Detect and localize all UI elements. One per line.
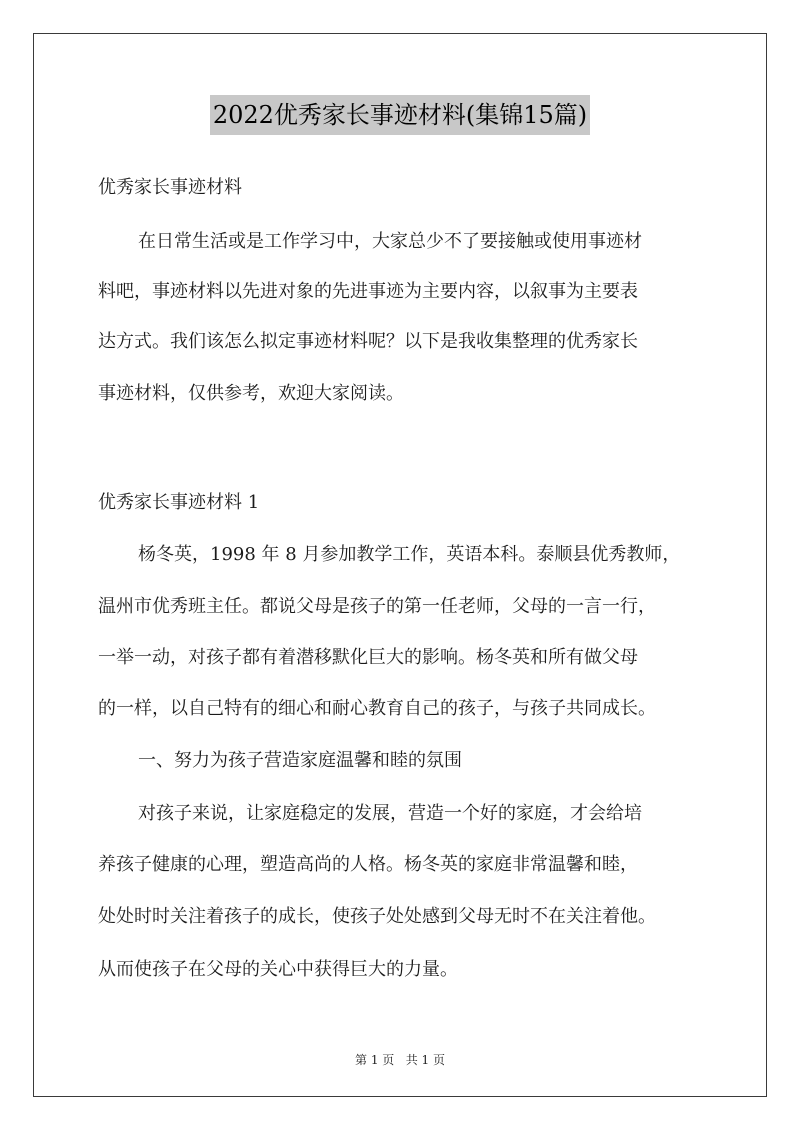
para2-line: 对孩子来说，让家庭稳定的发展，营造一个好的家庭，才会给培 (138, 803, 642, 824)
document-title: 2022优秀家长事迹材料(集锦15篇) (210, 95, 590, 135)
intro-line: 在日常生活或是工作学习中，大家总少不了要接触或使用事迹材 (138, 231, 642, 252)
para1-line: 的一样，以自己特有的细心和耐心教育自己的孩子，与孩子共同成长。 (98, 698, 656, 719)
page-footer: 第 1 页 共 1 页 (355, 1053, 445, 1067)
heading-intro: 优秀家长事迹材料 (98, 177, 242, 198)
intro-line: 达方式。我们该怎么拟定事迹材料呢？以下是我收集整理的优秀家长 (98, 331, 638, 352)
title-wrap (0, 95, 800, 135)
para2-line: 从而使孩子在父母的关心中获得巨大的力量。 (98, 959, 458, 980)
para1-line: 杨冬英，1998 年 8 月参加教学工作，英语本科。泰顺县优秀教师， (138, 544, 681, 565)
heading-section-1: 优秀家长事迹材料 1 (98, 492, 260, 513)
para2-line: 处处时时关注着孩子的成长，使孩子处处感到父母无时不在关注着他。 (98, 906, 656, 927)
intro-line: 料吧，事迹材料以先进对象的先进事迹为主要内容，以叙事为主要表 (98, 281, 638, 302)
para1-line: 一举一动，对孩子都有着潜移默化巨大的影响。杨冬英和所有做父母 (98, 647, 638, 668)
subheading-1: 一、努力为孩子营造家庭温馨和睦的氛围 (138, 750, 462, 771)
para1-line: 温州市优秀班主任。都说父母是孩子的第一任老师，父母的一言一行， (98, 596, 656, 617)
intro-line: 事迹材料，仅供参考，欢迎大家阅读。 (98, 383, 404, 404)
para2-line: 养孩子健康的心理，塑造高尚的人格。杨冬英的家庭非常温馨和睦， (98, 854, 638, 875)
